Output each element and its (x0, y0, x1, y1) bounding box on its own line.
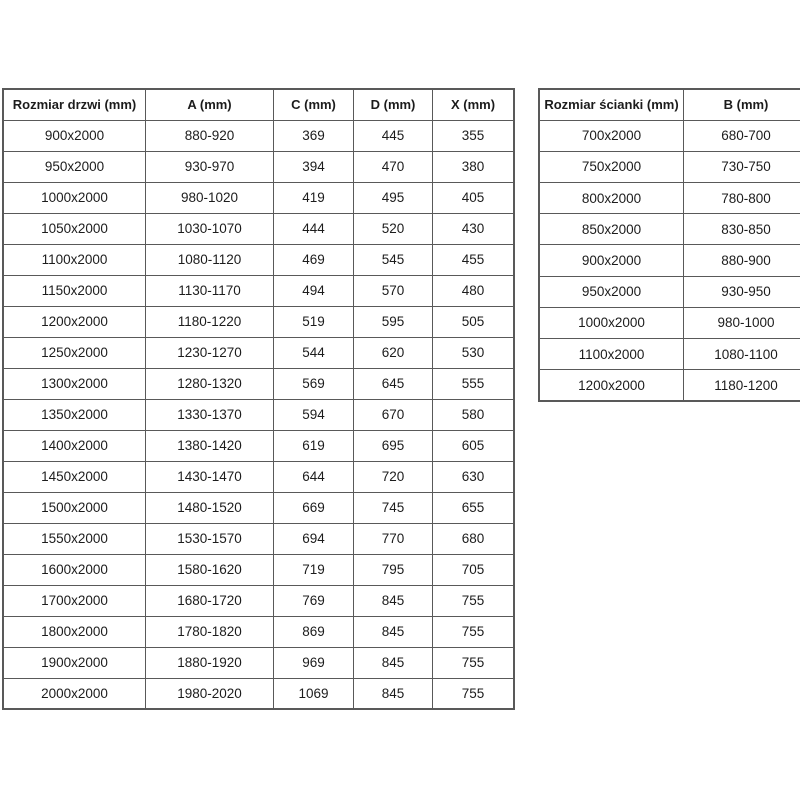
table-cell: 580 (433, 399, 515, 430)
table-cell: 1600x2000 (3, 554, 146, 585)
table-cell: 495 (354, 182, 433, 213)
table-cell: 669 (274, 492, 354, 523)
table-cell: 455 (433, 244, 515, 275)
table-cell: 980-1000 (684, 307, 800, 338)
table-cell: 520 (354, 213, 433, 244)
table-cell: 730-750 (684, 151, 800, 182)
table-cell: 850x2000 (539, 214, 684, 245)
table-row (3, 461, 514, 492)
table-cell: 1250x2000 (3, 337, 146, 368)
table-cell: 1000x2000 (3, 182, 146, 213)
table-cell: 369 (274, 120, 354, 151)
wall-size-table (538, 88, 800, 402)
column-header: C (mm) (274, 89, 354, 120)
table-row (539, 370, 800, 401)
table-cell: 630 (433, 461, 515, 492)
table-cell: 1780-1820 (146, 616, 274, 647)
table-cell: 755 (433, 647, 515, 678)
table-cell: 845 (354, 647, 433, 678)
table-row (3, 244, 514, 275)
table-row (3, 306, 514, 337)
table-cell: 619 (274, 430, 354, 461)
table-cell: 1180-1200 (684, 370, 800, 401)
table-cell: 2000x2000 (3, 678, 146, 709)
header-row (3, 89, 514, 120)
table-cell: 555 (433, 368, 515, 399)
table-row (3, 523, 514, 554)
table-cell: 1900x2000 (3, 647, 146, 678)
table-cell: 655 (433, 492, 515, 523)
table-cell: 845 (354, 616, 433, 647)
table-cell: 900x2000 (3, 120, 146, 151)
table-row (3, 492, 514, 523)
table-cell: 505 (433, 306, 515, 337)
column-header: Rozmiar ścianki (mm) (539, 89, 684, 120)
table-row (539, 339, 800, 370)
table-cell: 1350x2000 (3, 399, 146, 430)
table-cell: 1280-1320 (146, 368, 274, 399)
table-cell: 930-970 (146, 151, 274, 182)
table-cell: 1200x2000 (539, 370, 684, 401)
table-cell: 1300x2000 (3, 368, 146, 399)
table-cell: 1030-1070 (146, 213, 274, 244)
table-cell: 720 (354, 461, 433, 492)
table-cell: 569 (274, 368, 354, 399)
table-cell: 750x2000 (539, 151, 684, 182)
table-cell: 1180-1220 (146, 306, 274, 337)
table-cell: 1550x2000 (3, 523, 146, 554)
table-cell: 1680-1720 (146, 585, 274, 616)
table-cell: 1500x2000 (3, 492, 146, 523)
table-row (539, 120, 800, 151)
table-cell: 830-850 (684, 214, 800, 245)
table-row (3, 275, 514, 306)
table-cell: 1430-1470 (146, 461, 274, 492)
table-cell: 719 (274, 554, 354, 585)
table-cell: 430 (433, 213, 515, 244)
table-row (3, 585, 514, 616)
table-row (3, 368, 514, 399)
table-cell: 1700x2000 (3, 585, 146, 616)
table-cell: 800x2000 (539, 183, 684, 214)
table-cell: 1050x2000 (3, 213, 146, 244)
table-cell: 880-900 (684, 245, 800, 276)
table-cell: 494 (274, 275, 354, 306)
header-row (539, 89, 800, 120)
table-cell: 700x2000 (539, 120, 684, 151)
column-header: D (mm) (354, 89, 433, 120)
table-cell: 880-920 (146, 120, 274, 151)
table-row (539, 151, 800, 182)
table-cell: 695 (354, 430, 433, 461)
table-cell: 355 (433, 120, 515, 151)
table-cell: 1080-1120 (146, 244, 274, 275)
table-cell: 1480-1520 (146, 492, 274, 523)
table-cell: 1100x2000 (539, 339, 684, 370)
table-row (3, 678, 514, 709)
table-cell: 755 (433, 616, 515, 647)
column-header: X (mm) (433, 89, 515, 120)
table-cell: 694 (274, 523, 354, 554)
table-row (539, 276, 800, 307)
table-cell: 444 (274, 213, 354, 244)
table-cell: 519 (274, 306, 354, 337)
table-row (3, 616, 514, 647)
table-cell: 1880-1920 (146, 647, 274, 678)
table-row (3, 337, 514, 368)
table-cell: 545 (354, 244, 433, 275)
table-cell: 969 (274, 647, 354, 678)
table-cell: 1200x2000 (3, 306, 146, 337)
table-cell: 394 (274, 151, 354, 182)
table-cell: 595 (354, 306, 433, 337)
table-row (3, 399, 514, 430)
table-cell: 745 (354, 492, 433, 523)
table-cell: 755 (433, 678, 515, 709)
table-cell: 1800x2000 (3, 616, 146, 647)
table-cell: 1130-1170 (146, 275, 274, 306)
column-header: A (mm) (146, 89, 274, 120)
table-cell: 869 (274, 616, 354, 647)
table-cell: 605 (433, 430, 515, 461)
table-cell: 645 (354, 368, 433, 399)
table-row (3, 213, 514, 244)
table-cell: 680 (433, 523, 515, 554)
table-cell: 795 (354, 554, 433, 585)
table-row (3, 554, 514, 585)
table-cell: 769 (274, 585, 354, 616)
table-cell: 1400x2000 (3, 430, 146, 461)
table-cell: 1380-1420 (146, 430, 274, 461)
table-cell: 1980-2020 (146, 678, 274, 709)
table-cell: 594 (274, 399, 354, 430)
table-cell: 620 (354, 337, 433, 368)
table-cell: 1450x2000 (3, 461, 146, 492)
table-cell: 530 (433, 337, 515, 368)
table-cell: 900x2000 (539, 245, 684, 276)
column-header: B (mm) (684, 89, 800, 120)
table-cell: 770 (354, 523, 433, 554)
table-cell: 980-1020 (146, 182, 274, 213)
table-cell: 644 (274, 461, 354, 492)
table-row (3, 182, 514, 213)
table-cell: 755 (433, 585, 515, 616)
table-cell: 670 (354, 399, 433, 430)
table-cell: 1530-1570 (146, 523, 274, 554)
table-cell: 470 (354, 151, 433, 182)
table-cell: 1330-1370 (146, 399, 274, 430)
table-row (539, 183, 800, 214)
table-cell: 1000x2000 (539, 307, 684, 338)
table-cell: 1069 (274, 678, 354, 709)
door-size-table (2, 88, 515, 710)
table-cell: 705 (433, 554, 515, 585)
table-cell: 930-950 (684, 276, 800, 307)
table-cell: 1080-1100 (684, 339, 800, 370)
table-row (3, 151, 514, 182)
table-cell: 780-800 (684, 183, 800, 214)
table-cell: 845 (354, 678, 433, 709)
table-cell: 1230-1270 (146, 337, 274, 368)
table-cell: 380 (433, 151, 515, 182)
table-cell: 1580-1620 (146, 554, 274, 585)
table-row (539, 214, 800, 245)
table-cell: 845 (354, 585, 433, 616)
table-row (539, 245, 800, 276)
column-header: Rozmiar drzwi (mm) (3, 89, 146, 120)
table-cell: 680-700 (684, 120, 800, 151)
table-cell: 419 (274, 182, 354, 213)
table-cell: 469 (274, 244, 354, 275)
table-cell: 950x2000 (3, 151, 146, 182)
table-cell: 480 (433, 275, 515, 306)
table-row (3, 647, 514, 678)
table-cell: 1100x2000 (3, 244, 146, 275)
table-cell: 405 (433, 182, 515, 213)
table-row (3, 120, 514, 151)
table-row (539, 307, 800, 338)
table-cell: 950x2000 (539, 276, 684, 307)
table-cell: 1150x2000 (3, 275, 146, 306)
table-cell: 570 (354, 275, 433, 306)
table-row (3, 430, 514, 461)
table-cell: 544 (274, 337, 354, 368)
table-cell: 445 (354, 120, 433, 151)
